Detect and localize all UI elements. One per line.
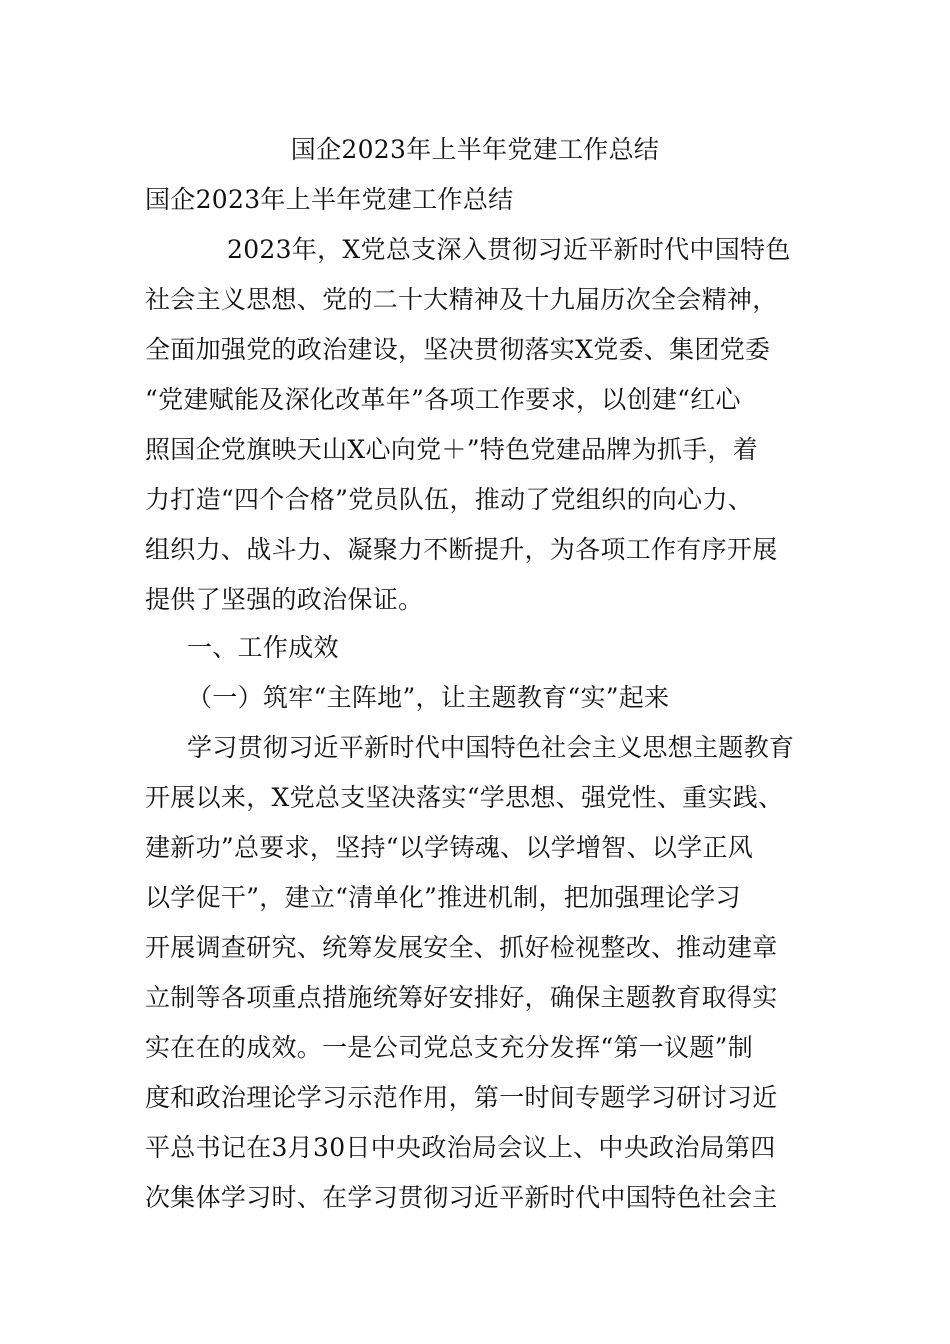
paragraph-line: 社会主义思想、党的二十大精神及十九届历次全会精神， xyxy=(145,285,778,314)
paragraph-line: 建新功”总要求，坚持“以学铸魂、以学增智、以学正风 xyxy=(145,833,754,862)
paragraph-line: 全面加强党的政治建设，坚决贯彻落实X党委、集团党委 xyxy=(145,335,771,364)
paragraph-line: “党建赋能及深化改革年”各项工作要求，以创建“红心 xyxy=(145,385,741,414)
paragraph-line: 以学促干”，建立“清单化”推进机制，把加强理论学习 xyxy=(145,883,741,912)
document-title: 国企2023年上半年党建工作总结 xyxy=(290,135,660,164)
paragraph-line: 度和政治理论学习示范作用，第一时间专题学习研讨习近 xyxy=(145,1083,778,1112)
subsection-heading: （一）筑牢“主阵地”，让主题教育“实”起来 xyxy=(187,683,670,712)
paragraph-line: 开展以来，X党总支坚决落实“学思想、强党性、重实践、 xyxy=(145,783,784,812)
paragraph-line: 组织力、战斗力、凝聚力不断提升，为各项工作有序开展 xyxy=(145,535,778,564)
paragraph-line: 学习贯彻习近平新时代中国特色社会主义思想主题教育 xyxy=(187,733,795,762)
paragraph-line: 立制等各项重点措施统筹好安排好，确保主题教育取得实 xyxy=(145,983,778,1012)
section-heading: 一、工作成效 xyxy=(187,633,339,662)
document-subtitle: 国企2023年上半年党建工作总结 xyxy=(145,185,514,214)
paragraph-line: 提供了坚强的政治保证。 xyxy=(145,585,424,614)
paragraph-line: 2023年，X党总支深入贯彻习近平新时代中国特色 xyxy=(227,235,791,264)
paragraph-line: 力打造“四个合格”党员队伍，推动了党组织的向心力、 xyxy=(145,485,754,514)
paragraph-line: 实在在的成效。一是公司党总支充分发挥“第一议题”制 xyxy=(145,1033,754,1062)
paragraph-line: 开展调查研究、统筹发展安全、抓好检视整改、推动建章 xyxy=(145,933,778,962)
paragraph-line: 平总书记在3月30日中央政治局会议上、中央政治局第四 xyxy=(145,1133,776,1162)
paragraph-line: 次集体学习时、在学习贯彻习近平新时代中国特色社会主 xyxy=(145,1183,778,1212)
paragraph-line: 照国企党旗映天山X心向党＋”特色党建品牌为抓手，着 xyxy=(145,435,759,464)
